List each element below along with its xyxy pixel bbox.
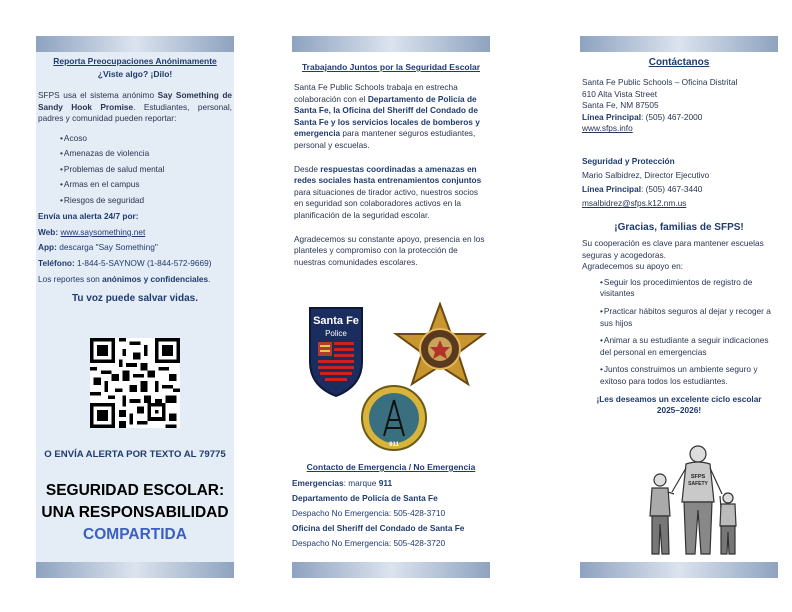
- contact-title: Contacto de Emergencia / No Emergencia: [306, 462, 476, 472]
- security-contact: Seguridad y Protección Mario Salbidrez, Director Ejecutivo Línea Principal: (505) 467-3440 msalbidrez@sfps.k12.nm.us: [582, 155, 710, 208]
- support-bullet: • Seguir los procedimientos de registro de visitantes: [582, 277, 776, 300]
- police-badge-text-1: Santa Fe: [313, 315, 359, 327]
- send-label: Envía una alerta 24/7 por:: [38, 211, 139, 222]
- dispatch-badge-text: 911: [389, 442, 399, 448]
- sheriff-phone: Despacho No Emergencia: 505-428-3720: [292, 538, 446, 548]
- tagline: Tu voz puede salvar vidas.: [72, 293, 198, 305]
- support-bullet: • Animar a su estudiante a seguir indicaciones del personal en emergencias: [582, 335, 776, 358]
- text-alert: O ENVÍA ALERTA POR TEXTO AL 79775: [44, 449, 226, 460]
- shirt-text-1: SFPS: [690, 474, 706, 480]
- partners-para3: Agradecemos su constante apoyo, presencia en los planteles y compromiso con la protección de nuestras comunidades escolares.: [294, 233, 485, 267]
- contact-us-title: Contáctanos: [648, 57, 710, 68]
- wish-text: ¡Les deseamos un excelente ciclo escolar 2025–2026!: [596, 393, 762, 416]
- report-bullet: • Acoso: [38, 131, 232, 147]
- police-phone: Despacho No Emergencia: 505-428-3710: [292, 508, 446, 518]
- report-bullet: • Armas en el campus: [38, 177, 232, 193]
- family-walking-icon: [632, 444, 752, 560]
- shirt-text-2: SAFETY: [688, 481, 708, 487]
- qr-code-icon[interactable]: [90, 338, 180, 428]
- sheriff-office: Oficina del Sheriff del Condado de Santa Fe: [292, 523, 465, 533]
- police-dept: Departamento de Policía de Santa Fe: [292, 493, 438, 503]
- report-bullets: [38, 131, 232, 209]
- support-bullets: [582, 277, 776, 388]
- panel-top-band: [292, 36, 490, 52]
- partners-para2: Desde respuestas coordinadas a amenazas en redes sociales hasta entrenamientos conjuntos para situaciones de tirador activo, nuestros socios en seguridad son colaboradores activos en la planificación de la seguridad escolar.: [294, 163, 482, 220]
- panel-contact: [580, 36, 778, 578]
- thanks-heading: ¡Gracias, familias de SFPS!: [614, 221, 744, 233]
- report-bullet: • Amenazas de violencia: [38, 146, 232, 162]
- web-link[interactable]: www.saysomething.net: [60, 226, 146, 237]
- app-line: App: descarga "Say Something": [38, 242, 158, 253]
- emergency-line: Emergencias: marque 911: [292, 478, 393, 488]
- big-heading: SEGURIDAD ESCOLAR: UNA RESPONSABILIDAD COMPARTIDA: [41, 482, 229, 543]
- sheriff-star-icon: [396, 304, 484, 384]
- partner-badges: [298, 302, 498, 452]
- support-bullet: • Practicar hábitos seguros al dejar y recoger a sus hijos: [582, 306, 776, 329]
- partners-para1: Santa Fe Public Schools trabaja en estrecha colaboración con el Departamento de Policía de Santa Fe, la Oficina del Sheriff del Condado de Santa Fe y los servicios locales de bomberos y emergencia para mantener seguros estudiantes, personal y escuelas.: [294, 82, 480, 150]
- panel-report: [36, 36, 234, 578]
- panel-top-band: [580, 36, 778, 52]
- phone-line: Teléfono: 1-844-5-SAYNOW (1-844-572-9669): [38, 258, 212, 269]
- panel-bottom-band: [36, 562, 234, 578]
- report-title: Reporta Preocupaciones Anónimamente: [53, 56, 217, 66]
- panel-bottom-band: [292, 562, 490, 578]
- panel-partners: [292, 36, 490, 578]
- dispatch-911-icon: [362, 386, 426, 450]
- report-bullet: • Problemas de salud mental: [38, 162, 232, 178]
- panel-bottom-band: [580, 562, 778, 578]
- report-bullet: • Riesgos de seguridad: [38, 193, 232, 209]
- support-bullet: • Juntos construimos un ambiente seguro y exitoso para todos los estudiantes.: [582, 364, 776, 387]
- district-office: Santa Fe Public Schools – Oficina Distrital 610 Alta Vista Street Santa Fe, NM 87505 Línea Principal: (505) 467-2000 www.sfps.info: [582, 77, 738, 134]
- web-line: Web: www.saysomething.net: [38, 226, 146, 237]
- report-intro: SFPS usa el sistema anónimo Say Something de Sandy Hook Promise. Estudiantes, personal, padres y comunidad pueden reportar:: [38, 90, 232, 124]
- partners-title: Trabajando Juntos por la Seguridad Escolar: [301, 62, 481, 72]
- police-badge-icon: [310, 308, 362, 396]
- panel-top-band: [36, 36, 234, 52]
- coop-text: Su cooperación es clave para mantener escuelas seguras y acogedoras.: [582, 237, 764, 260]
- appreciate-text: Agradecemos su apoyo en:: [582, 261, 684, 272]
- reports-line: Los reportes son anónimos y confidenciales.: [38, 273, 211, 284]
- report-subtitle: ¿Viste algo? ¡Dilo!: [97, 69, 173, 79]
- website-link[interactable]: www.sfps.info: [582, 123, 633, 134]
- email-link[interactable]: msalbidrez@sfps.k12.nm.us: [582, 197, 687, 208]
- police-badge-text-2: Police: [325, 329, 347, 338]
- emergency-contacts: [292, 462, 490, 551]
